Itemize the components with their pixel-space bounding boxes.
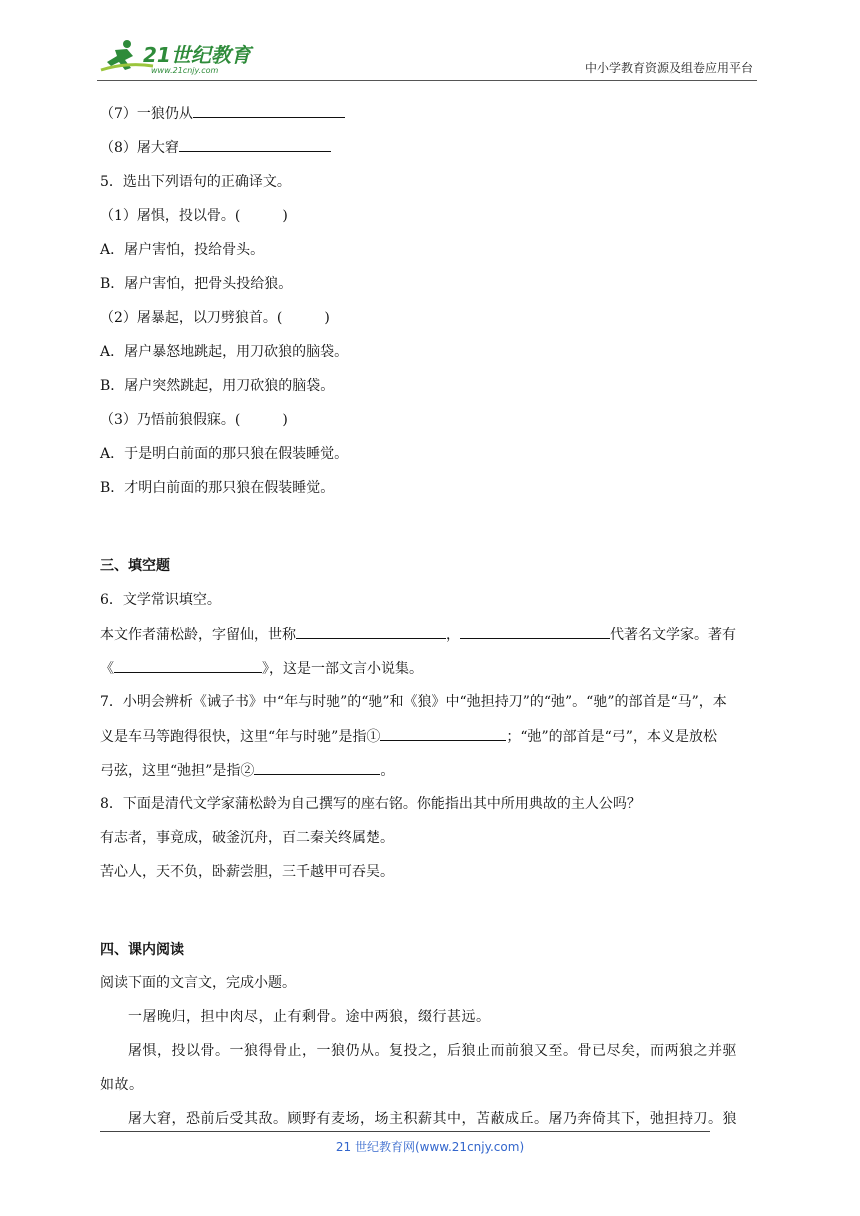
q5-stem: 5．选出下列语句的正确译文。 bbox=[100, 174, 291, 190]
q5-sub1: （1）屠惧，投以骨。( ) bbox=[100, 208, 288, 224]
q7-line-1: 7．小明会辨析《诫子书》中“年与时驰”的“驰”和《狼》中“弛担持刀”的“弛”。“驰”的部首是“马”，本 bbox=[100, 694, 727, 710]
answer-blank[interactable] bbox=[114, 658, 262, 673]
q8-stem: 8．下面是清代文学家蒲松龄为自己撰写的座右铭。你能指出其中所用典故的主人公吗？ bbox=[100, 796, 641, 812]
q8-motto-line-1: 有志者，事竟成，破釜沉舟，百二秦关终属楚。 bbox=[100, 830, 394, 846]
q5-sub3-option-a[interactable]: A．于是明白前面的那只狼在假装睡觉。 bbox=[100, 446, 349, 462]
q5-sub2: （2）屠暴起，以刀劈狼首。( ) bbox=[100, 310, 330, 326]
q6-line-2: 《 》，这是一部文言小说集。 bbox=[100, 658, 423, 679]
passage-paragraph-2-line-1: 屠惧，投以骨。一狼得骨止，一狼仍从。复投之，后狼止而前狼又至。骨已尽矣，而两狼之并驱 bbox=[128, 1043, 737, 1059]
q7-line-3: 弓弦，这里“弛担”是指② 。 bbox=[100, 760, 394, 781]
passage-paragraph-3-line-1: 屠大窘，恐前后受其敌。顾野有麦场，场主积薪其中，苫蔽成丘。屠乃奔倚其下，弛担持刀。狼 bbox=[128, 1111, 737, 1127]
q6-stem: 6．文学常识填空。 bbox=[100, 592, 221, 608]
q6-line-1: 本文作者蒲松龄，字留仙，世称 ， 代著名文学家。著有 bbox=[100, 624, 736, 645]
q4-item-8: （8）屠大窘 bbox=[100, 137, 331, 158]
passage-paragraph-1: 一屠晚归，担中肉尽，止有剩骨。途中两狼，缀行甚远。 bbox=[128, 1009, 491, 1025]
answer-blank[interactable] bbox=[296, 624, 446, 639]
answer-blank[interactable] bbox=[254, 760, 380, 775]
q5-sub3: （3）乃悟前狼假寐。( ) bbox=[100, 412, 288, 428]
section-3-title: 三、填空题 bbox=[100, 558, 170, 574]
q8-motto-line-2: 苦心人，天不负，卧薪尝胆，三千越甲可吞吴。 bbox=[100, 864, 394, 880]
answer-blank[interactable] bbox=[380, 726, 506, 741]
q7-line-2: 义是车马等跑得很快，这里“年与时驰”是指① ；“弛”的部首是“弓”，本义是放松 bbox=[100, 726, 717, 747]
footer-divider bbox=[100, 1131, 710, 1132]
logo-main-text: 21世纪教育 bbox=[143, 43, 251, 67]
q5-sub1-option-b[interactable]: B．屠户害怕，把骨头投给狼。 bbox=[100, 276, 293, 292]
answer-blank[interactable] bbox=[460, 624, 610, 639]
answer-blank[interactable] bbox=[179, 137, 331, 152]
q5-sub3-option-b[interactable]: B．才明白前面的那只狼在假装睡觉。 bbox=[100, 480, 335, 496]
logo-url-text: www.21cnjy.com bbox=[151, 66, 219, 75]
passage-paragraph-2-line-2: 如故。 bbox=[100, 1077, 144, 1093]
q5-sub2-option-b[interactable]: B．屠户突然跳起，用刀砍狼的脑袋。 bbox=[100, 378, 335, 394]
page-header bbox=[97, 30, 757, 81]
logo bbox=[97, 36, 267, 76]
q5-sub2-option-a[interactable]: A．屠户暴怒地跳起，用刀砍狼的脑袋。 bbox=[100, 344, 349, 360]
footer-link[interactable]: 21 世纪教育网(www.21cnjy.com) bbox=[335, 1140, 525, 1154]
header-platform-text: 中小学教育资源及组卷应用平台 bbox=[584, 61, 753, 75]
section-4-title: 四、课内阅读 bbox=[100, 942, 184, 958]
q4-item-7: （7）一狼仍从 bbox=[100, 103, 345, 124]
q5-sub1-option-a[interactable]: A．屠户害怕，投给骨头。 bbox=[100, 242, 265, 258]
answer-blank[interactable] bbox=[193, 103, 345, 118]
reading-intro: 阅读下面的文言文，完成小题。 bbox=[100, 975, 296, 991]
